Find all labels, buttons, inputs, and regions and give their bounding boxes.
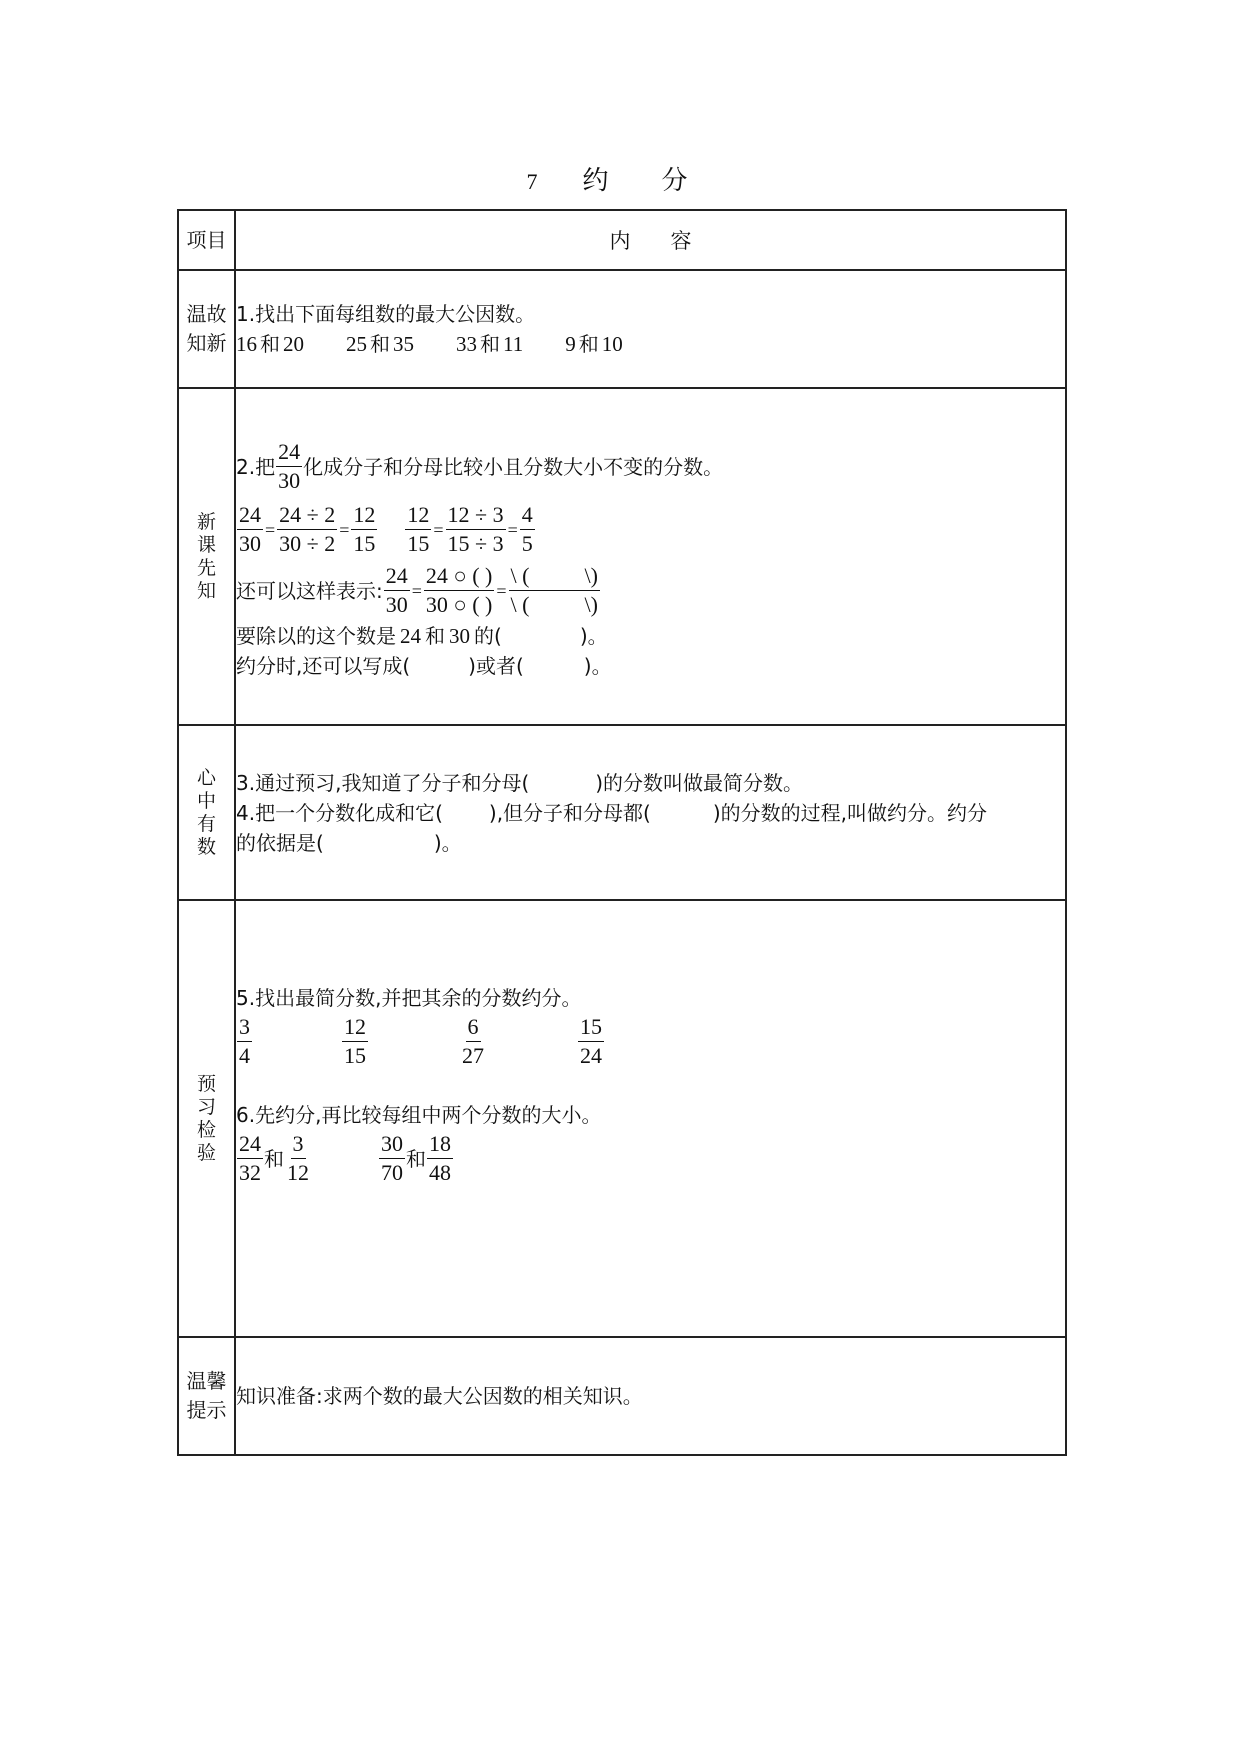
new-lesson-label-char-3: 先 [196, 556, 216, 579]
question-3 [236, 768, 1065, 798]
q5-fractions [236, 1013, 1065, 1070]
ex1-frac-2 [277, 501, 337, 558]
ex1-f3-num: 12 [351, 501, 377, 530]
new-lesson-content-cell [235, 388, 1066, 725]
tip-label-line-2: 提示 [186, 1398, 227, 1422]
mind-content-cell [235, 725, 1066, 900]
divide-text-c: )。 [579, 624, 608, 648]
ex1-equals-2: = [339, 519, 350, 540]
divide-n1: 24 [400, 624, 421, 648]
title-word-2: 分 [661, 166, 689, 196]
alt-prefix: 还可以这样表示: [236, 578, 383, 603]
new-lesson-label-char-2: 课 [196, 533, 216, 556]
question-6: 6.先约分,再比较每组中两个分数的大小。 [236, 1103, 602, 1127]
q5-f2-num: 12 [342, 1013, 368, 1042]
practice-label-char-4: 验 [196, 1141, 216, 1164]
q6-g2-f2-num: 18 [427, 1130, 453, 1159]
header-content-char-2: 容 [670, 229, 692, 253]
header-item-label: 项目 [186, 227, 227, 252]
practice-row [178, 900, 1066, 1337]
question-4 [236, 798, 1065, 828]
q5-frac-1 [237, 1013, 252, 1070]
q5-frac-3 [460, 1013, 486, 1070]
q6-g2-he: 和 [406, 1146, 426, 1171]
q6-g1-f2-num: 3 [291, 1130, 306, 1159]
q5-f3-num: 6 [466, 1013, 481, 1042]
ex1-f1-num: 24 [237, 501, 263, 530]
pair-4-a: 9 [565, 332, 576, 356]
q4-text-e: )。 [433, 830, 462, 855]
mind-label-char-2: 中 [196, 789, 216, 812]
ex2-equals-1: = [433, 519, 444, 540]
q5-frac-2 [342, 1013, 368, 1070]
example-reduction [236, 501, 1065, 558]
ex2-f3-num: 4 [520, 501, 535, 530]
ex1-frac-3 [351, 501, 377, 558]
mind-label-char-1: 心 [196, 766, 216, 789]
pair-2-b: 35 [393, 332, 414, 356]
pair-3-a: 33 [456, 332, 477, 356]
question-5: 5.找出最简分数,并把其余的分数约分。 [236, 986, 582, 1010]
pair-3-he: 和 [480, 332, 500, 356]
q2-fraction [276, 438, 302, 495]
write-text-a: 约分时,还可以写成( [236, 654, 411, 678]
header-item-cell [178, 210, 235, 270]
review-label-cell [178, 270, 235, 388]
ex2-frac-2 [446, 501, 506, 558]
q6-g1-f1-num: 24 [237, 1130, 263, 1159]
new-lesson-label-cell [178, 388, 235, 725]
ex1-equals-1: = [265, 519, 276, 540]
q5-f4-num: 15 [578, 1013, 604, 1042]
ex2-frac-1 [405, 501, 431, 558]
pair-1-he: 和 [260, 332, 280, 356]
divisor-question [236, 621, 1065, 651]
mind-label-cell [178, 725, 235, 900]
q5-f4-den: 24 [580, 1043, 602, 1068]
alt-f1-num: 24 [384, 562, 410, 591]
q2-frac-num: 24 [276, 438, 302, 467]
q6-g1-frac-2 [285, 1130, 311, 1187]
alt-frac-3 [509, 562, 600, 619]
pair-1-b: 20 [283, 332, 304, 356]
q6-g2-frac-1 [379, 1130, 405, 1187]
question-4-cont [236, 828, 1065, 858]
pair-4-he: 和 [578, 332, 599, 356]
page-title [0, 160, 1241, 197]
ex2-f2-num: 12 ÷ 3 [446, 501, 506, 530]
divide-text-a: 要除以的这个数是 [236, 624, 396, 648]
alt-f3-den: \ ( \) [510, 592, 598, 617]
ex2-equals-2: = [507, 519, 518, 540]
divide-text-b: 的( [474, 624, 502, 648]
q6-g1-f2-den: 12 [287, 1160, 309, 1185]
header-content-cell [235, 210, 1066, 270]
write-text-c: )。 [583, 654, 612, 678]
pair-4-b: 10 [601, 332, 623, 356]
practice-label-char-2: 习 [196, 1095, 216, 1118]
q6-g2-f1-num: 30 [379, 1130, 405, 1159]
question-1: 1.找出下面每组数的最大公因数。 [236, 302, 536, 326]
q5-frac-4 [578, 1013, 604, 1070]
practice-label-char-1: 预 [196, 1072, 216, 1095]
tip-row [178, 1337, 1066, 1455]
new-lesson-label-char-1: 新 [196, 510, 216, 533]
q6-g1-f1-den: 32 [239, 1160, 261, 1185]
q6-g2-frac-2 [427, 1130, 453, 1187]
ex2-f3-den: 5 [521, 531, 533, 556]
q6-g2-f1-den: 70 [381, 1160, 403, 1185]
gcd-pairs [236, 329, 1065, 359]
alt-equals-2: = [496, 580, 507, 601]
header-content-char-1: 内 [609, 229, 631, 253]
ex2-f2-den: 15 ÷ 3 [447, 531, 504, 556]
question-2 [236, 438, 1065, 495]
pair-1-a: 16 [236, 332, 257, 356]
review-label-line-1: 温故 [186, 302, 227, 326]
tip-label-line-1: 温馨 [186, 1369, 227, 1393]
q6-g2-f2-den: 48 [429, 1160, 451, 1185]
ex2-f1-den: 15 [407, 531, 430, 556]
q2-suffix: 化成分子和分母比较小且分数大小不变的分数。 [303, 454, 724, 479]
write-question [236, 651, 1065, 681]
q5-f1-den: 4 [239, 1043, 250, 1068]
q2-prefix: 2.把 [236, 454, 276, 479]
review-label-line-2: 知新 [186, 331, 227, 355]
new-lesson-label-char-4: 知 [196, 579, 216, 602]
new-lesson-row [178, 388, 1066, 725]
ex2-f1-num: 12 [405, 501, 431, 530]
header-row [178, 210, 1066, 270]
review-row [178, 270, 1066, 388]
pair-2-he: 和 [370, 332, 390, 356]
tip-text: 知识准备:求两个数的最大公因数的相关知识。 [236, 1384, 643, 1408]
alt-frac-1 [384, 562, 410, 619]
q2-frac-den: 30 [278, 468, 301, 493]
mind-label-char-3: 有 [196, 812, 216, 835]
alt-equals-1: = [411, 580, 422, 601]
q6-g1-frac-1 [237, 1130, 263, 1187]
alt-f3-num: \ ( \) [509, 562, 600, 591]
q6-g1-he: 和 [264, 1146, 284, 1171]
ex1-frac-1 [237, 501, 263, 558]
write-text-b: )或者( [468, 654, 524, 678]
mind-label-char-4: 数 [196, 835, 216, 858]
tip-content-cell [235, 1337, 1066, 1455]
ex1-f3-den: 15 [353, 531, 376, 556]
practice-content-cell [235, 900, 1066, 1337]
alt-f1-den: 30 [385, 592, 408, 617]
pair-3-b: 11 [503, 332, 524, 356]
practice-label-cell [178, 900, 235, 1337]
q5-f2-den: 15 [344, 1043, 366, 1068]
q5-f3-den: 27 [462, 1043, 484, 1068]
review-content-cell [235, 270, 1066, 388]
q5-f1-num: 3 [237, 1013, 252, 1042]
ex1-f1-den: 30 [239, 531, 261, 556]
lesson-number: 7 [526, 169, 539, 194]
practice-label-char-3: 检 [196, 1118, 216, 1141]
q3-text-a: 3.通过预习,我知道了分子和分母( [236, 770, 530, 795]
mind-row [178, 725, 1066, 900]
title-word-1: 约 [582, 166, 610, 196]
tip-label-cell [178, 1337, 235, 1455]
ex1-f2-num: 24 ÷ 2 [277, 501, 337, 530]
worksheet-table [177, 209, 1067, 1456]
q3-text-b: )的分数叫做最简分数。 [595, 770, 804, 795]
divide-he: 和 [425, 624, 445, 648]
alt-f2-num: 24 ○ ( ) [424, 562, 494, 591]
alt-f2-den: 30 ○ ( ) [425, 592, 493, 617]
ex1-f2-den: 30 ÷ 2 [279, 531, 336, 556]
ex2-frac-3 [520, 501, 535, 558]
q4-text-d: 的依据是( [236, 830, 324, 855]
q4-text-c: )的分数的过程,叫做约分。约分 [712, 800, 988, 825]
q4-text-b: ),但分子和分母都( [488, 800, 651, 825]
q4-text-a: 4.把一个分数化成和它( [236, 800, 443, 825]
alternative-notation [236, 562, 1065, 619]
q6-groups [236, 1130, 1065, 1187]
divide-n2: 30 [449, 624, 470, 648]
alt-frac-2 [424, 562, 494, 619]
pair-2-a: 25 [346, 332, 367, 356]
